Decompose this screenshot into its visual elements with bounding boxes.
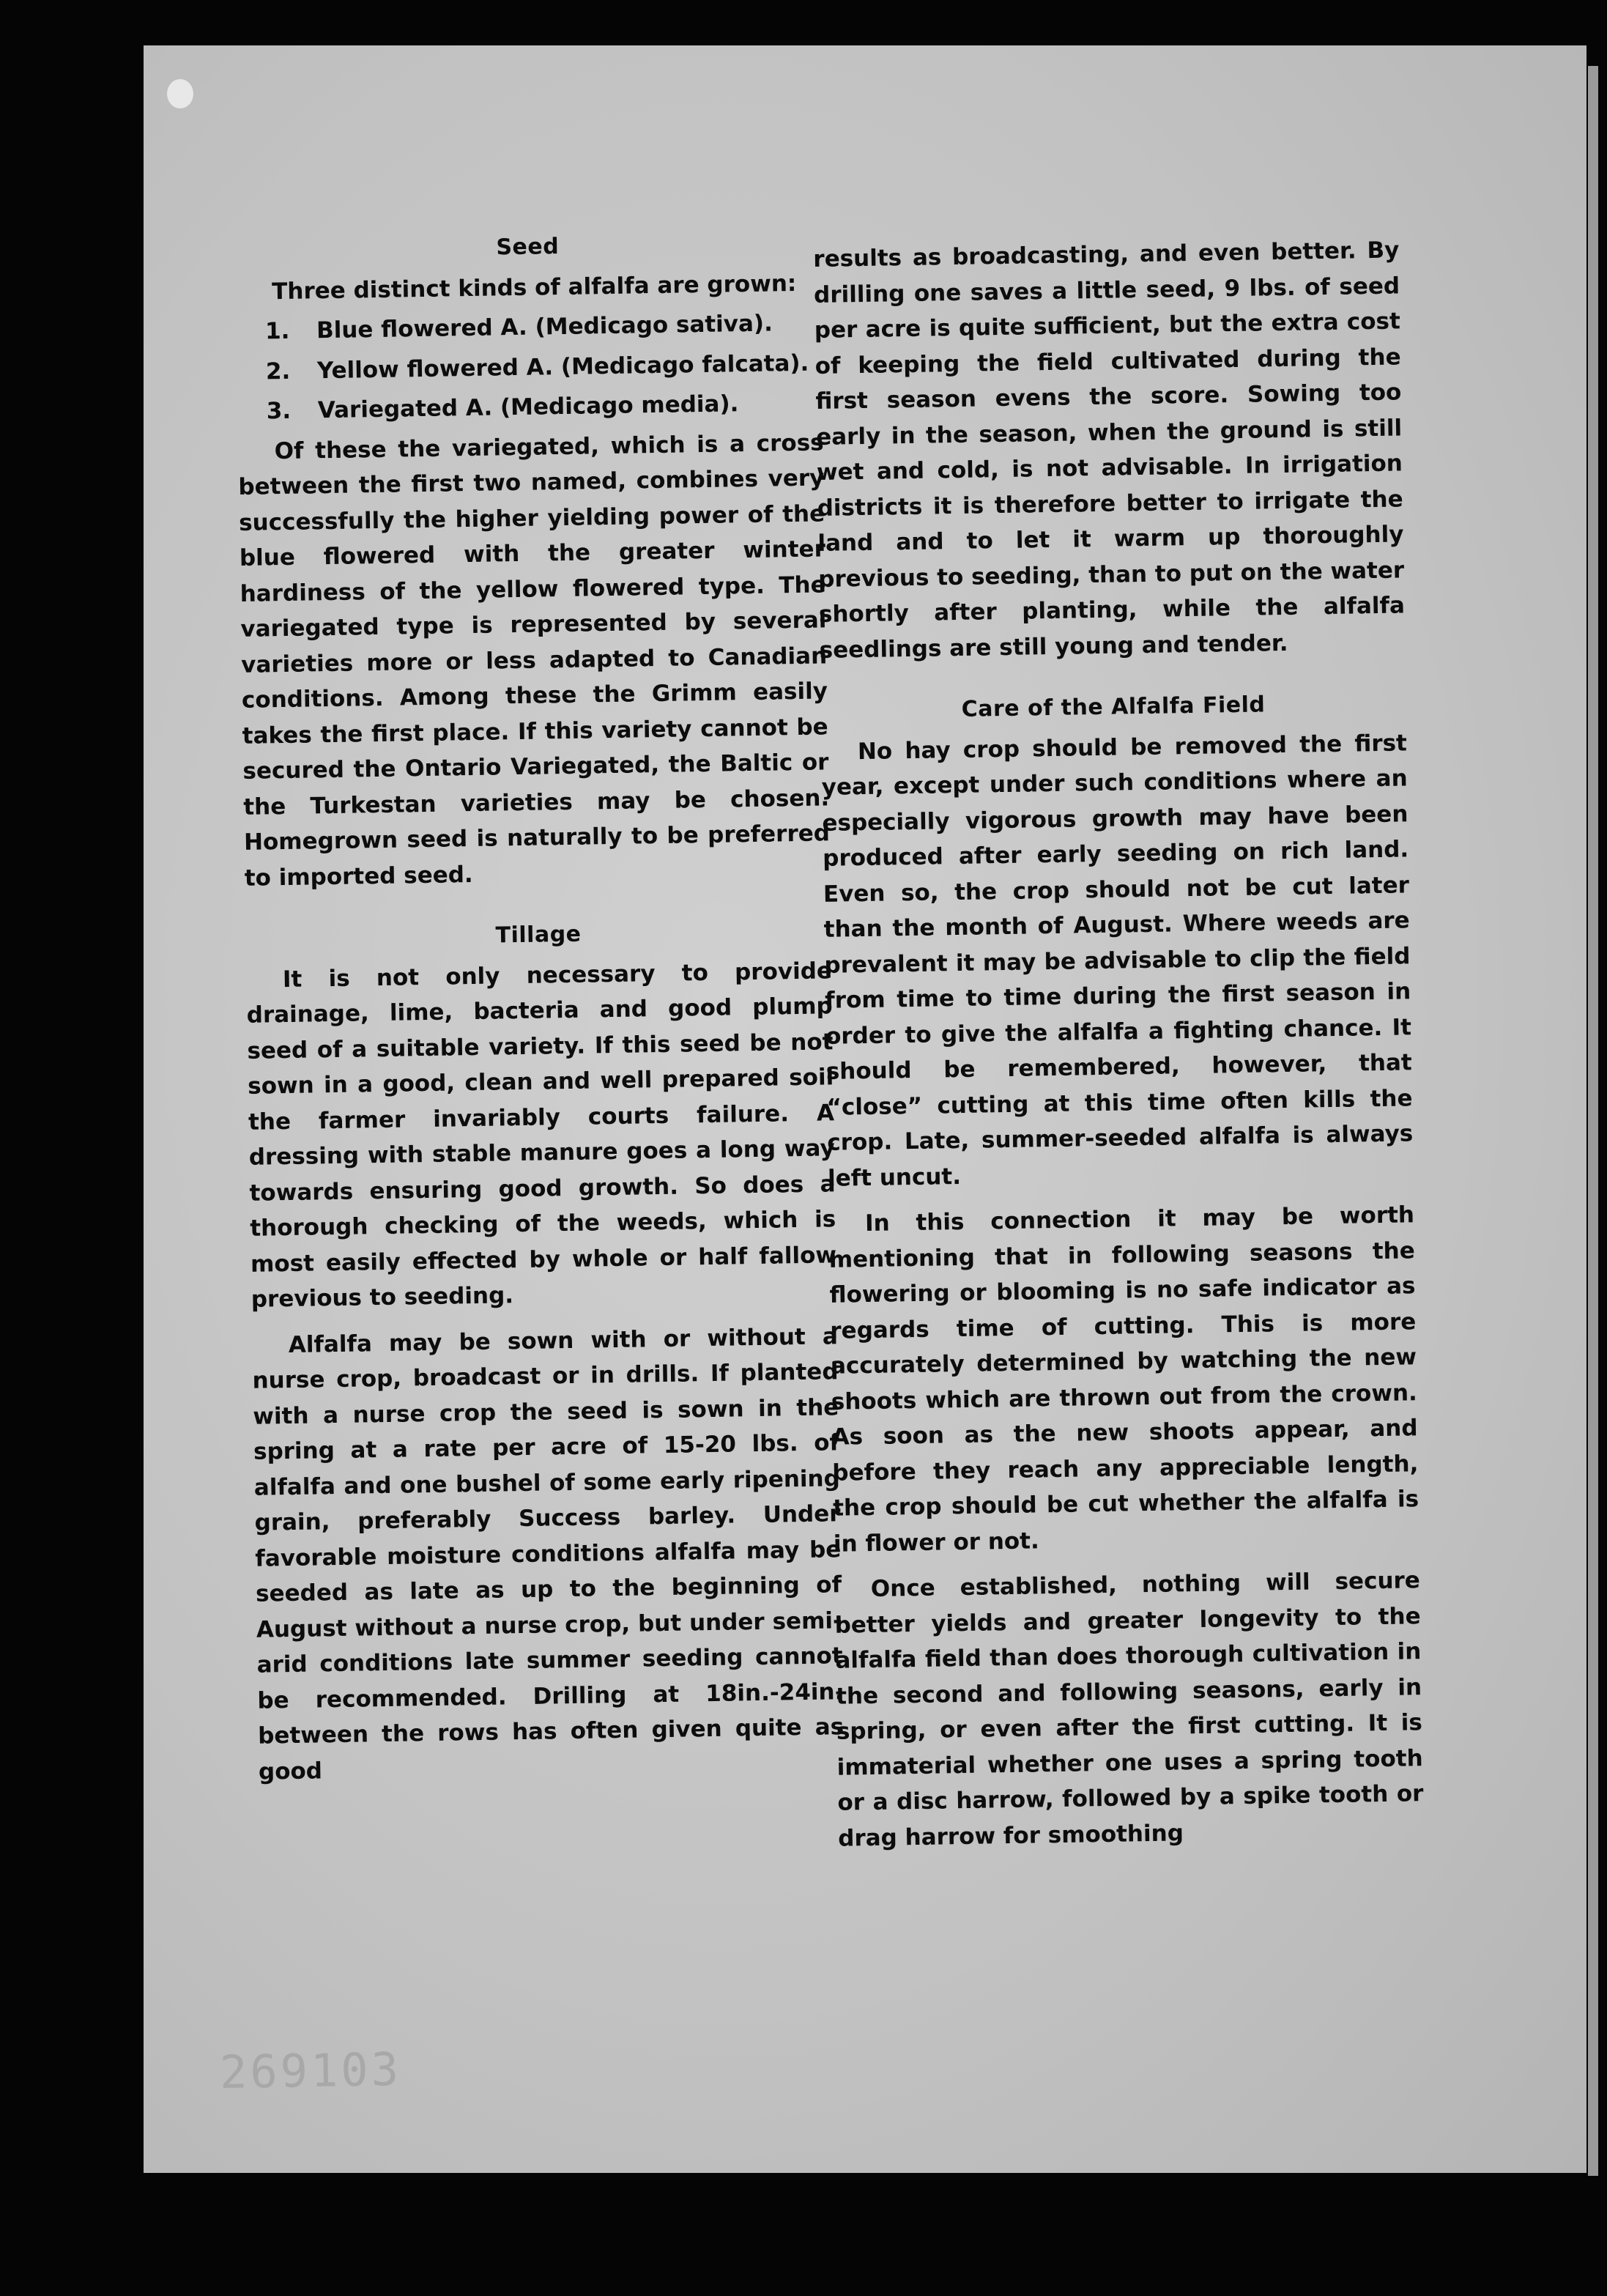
adjacent-page-edge [1588,66,1598,2176]
dust-speck [167,79,193,108]
care-paragraph-2: In this connection it may be worth mentioning that in following seasons the flowering or blooming is no safe indicator as regards time of cutting. This is more accurately determined by watching the new shoots which are thrown out from the crown. As soon as the new shoots appear, and before they reach any appreciable length, the crop should be cut whether the alfalfa is in flower or not. [828,1201,1419,1558]
list-item-number: 2. [265,358,291,385]
list-item-text: Yellow flowered A. (Medicago falcata). [316,349,809,384]
list-item [237,345,823,390]
care-paragraph-1: No hay crop should be removed the first year, except under such conditions where an especially vigorous growth may have been produced after early seeding on rich land. Even so, the crop should not be cut later than the month of August. Where weeds are prevalent it may be advisable to clip the field from time to time during the first season in order to give the alfalfa a fighting chance. It should be remembered, however, that “close” cutting at this time often kills the crop. Late, summer-seeded alfalfa is always left uncut. [821,729,1414,1192]
seed-heading: Seed [496,234,560,261]
tillage-heading: Tillage [495,921,582,949]
list-item-text: Blue flowered A. (Medicago sativa). [316,310,773,344]
list-item-text: Variegated A. (Medicago media). [317,390,739,424]
tillage-paragraph-1: It is not only necessary to provide drainage, lime, bacteria and good plump seed of a suitable variety. If this seed be not sown in a good, clean and well prepared soil the farmer invariably courts failure. A dressing with stable manure goes a long way towards ensuring good growth. So does a thorough checking of the weeds, which is most easily effected by whole or half fallow previous to seeding. [246,957,837,1313]
seed-intro: Three distinct kinds of alfalfa are grown: [271,270,797,305]
right-column [813,232,1425,1856]
list-item [237,385,823,429]
care-paragraph-3: Once established, nothing will secure better yields and greater longevity to the alfalfa field than does thorough cultivation in the second and following seasons, early in spring, or even after the first cutting. It is immaterial whether one uses a spring tooth or a disc harrow, followed by a spike tooth or drag harrow for smoothing [834,1567,1424,1852]
alfalfa-kinds-list [236,305,823,429]
list-item-number: 3. [266,397,292,425]
list-item-number: 1. [264,317,290,345]
care-heading: Care of the Alfalfa Field [961,692,1266,722]
faded-stamp-number: 269103 [219,2042,402,2100]
continuation-paragraph: results as broadcasting, and even better. By drilling one saves a little seed, 9 lbs. of seed per acre is quite sufficient, but the extra cost of keeping the field cultivated during the first season evens the score. Sowing too early in the season, when the ground is still wet and cold, is not advisable. In irrigation districts it is therefore better to irrigate the land and to let it warm up thoroughly previous to seeding, than to put on the water shortly after planting, while the alfalfa seedlings are still young and tender. [813,237,1406,664]
tillage-paragraph-2: Alfalfa may be sown with or without a nurse crop, broadcast or in drills. If planted with a nurse crop the seed is sown in the spring at a rate per acre of 15-20 lbs. of alfalfa and one bushel of some early ripening grain, preferably Success barley. Under favorable moisture conditions alfalfa may be seeded as late as up to the beginning of August without a nurse crop, but under semi-arid conditions late summer seeding cannot be recommended. Drilling at 18in.-24in. between the rows has often given quite as good [252,1322,845,1785]
list-item [236,305,823,349]
left-column [234,225,845,1789]
seed-paragraph: Of these the variegated, which is a cross between the first two named, combines very successfully the higher yielding power of the blue flowered with the greater winter hardiness of the yellow flowered type. The variegated type is represented by several varieties more or less adapted to Canadian conditions. Among these the Grimm easily takes the first place. If this variety cannot be secured the Ontario Variegated, the Baltic or the Turkestan varieties may be chosen. Homegrown seed is naturally to be preferred to imported seed. [238,429,831,892]
